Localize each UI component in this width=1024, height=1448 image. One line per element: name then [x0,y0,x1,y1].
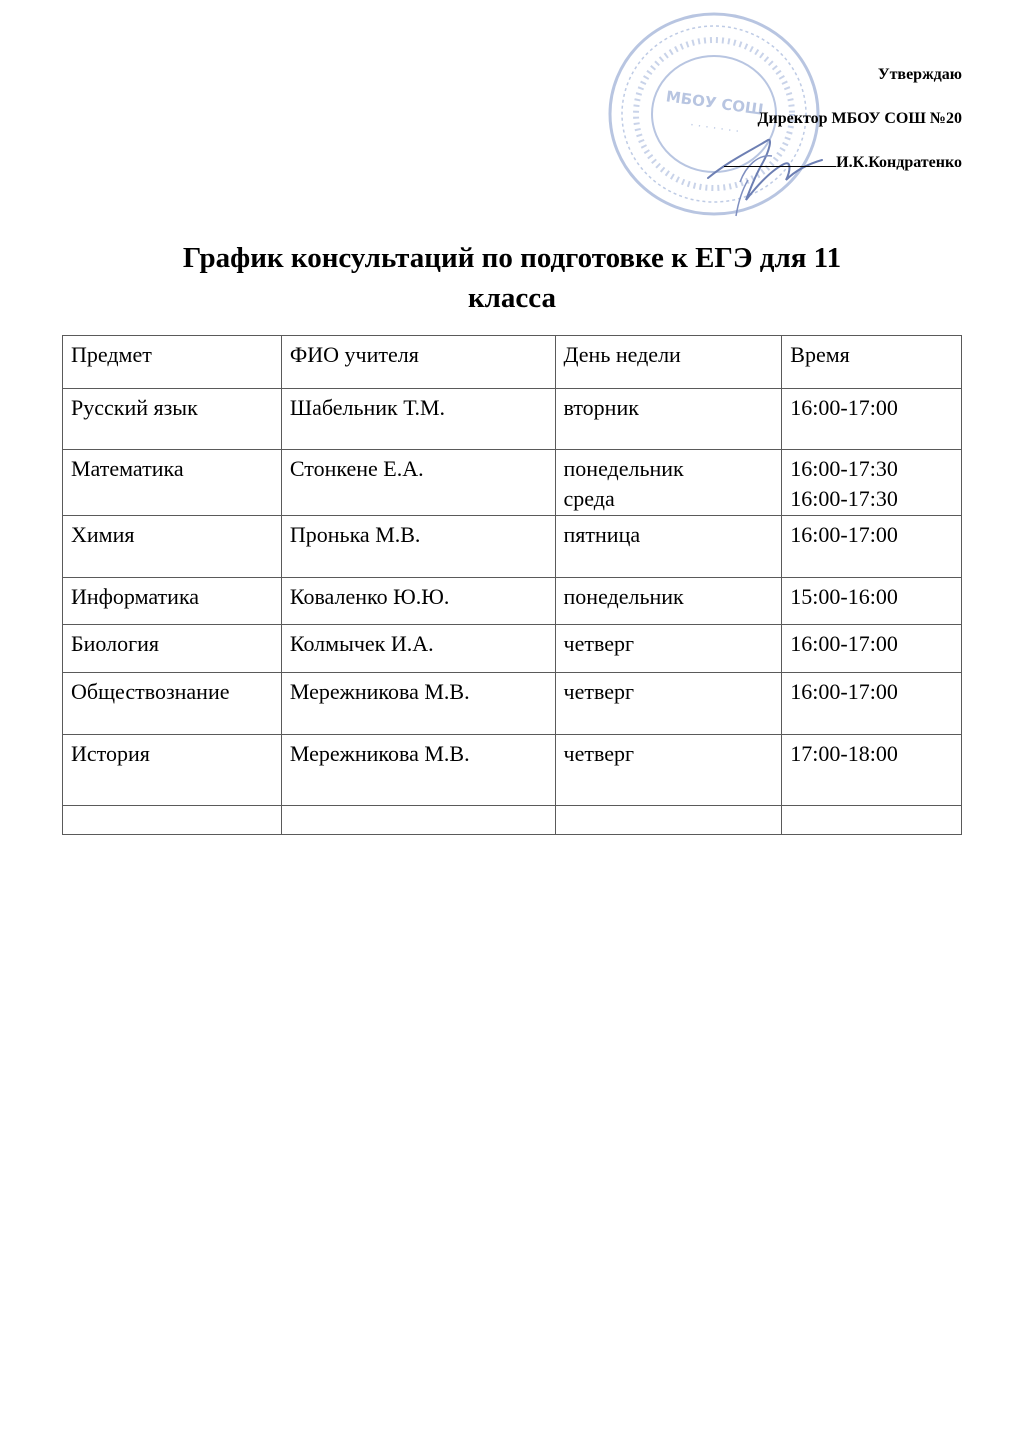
table-row [63,450,962,516]
cell-subject: Информатика [63,578,282,625]
svg-text:· · · · · · ·: · · · · · · · [689,117,741,139]
cell-teacher: Пронька М.В. [281,516,555,578]
cell-subject: Обществознание [63,673,282,735]
title-line-1: График консультаций по подготовке к ЕГЭ для 11 [182,242,842,274]
cell-day: четверг [555,625,782,673]
header-teacher: ФИО учителя [281,336,555,389]
cell-subject: Русский язык [63,389,282,450]
cell-teacher: Коваленко Ю.Ю. [281,578,555,625]
cell-time-line-1: 16:00-17:30 [790,456,898,481]
cell-day: вторник [555,389,782,450]
table-row [63,389,962,450]
cell-time-line-2: 16:00-17:30 [790,486,898,511]
cell-time: 15:00-16:00 [782,578,962,625]
cell-day: понедельник [555,578,782,625]
approval-block [724,64,962,196]
stamp-text: МБОУ СОШ [664,87,765,119]
cell-teacher [281,806,555,835]
cell-subject [63,806,282,835]
cell-day: четверг [555,673,782,735]
title-line-2: класса [467,282,557,314]
cell-subject: Математика [63,450,282,516]
cell-time [782,450,962,516]
table-row [63,673,962,735]
header-time: Время [782,336,962,389]
cell-teacher: Мережникова М.В. [281,673,555,735]
table-row [63,735,962,806]
cell-time: 16:00-17:00 [782,625,962,673]
table-row [63,578,962,625]
director-name: И.К.Кондратенко [836,154,962,171]
cell-day: пятница [555,516,782,578]
cell-day [555,450,782,516]
table-row [63,625,962,673]
header-day: День недели [555,336,782,389]
table-row-empty [63,806,962,835]
cell-time: 16:00-17:00 [782,516,962,578]
cell-day-line-1: понедельник [563,456,684,481]
cell-time: 16:00-17:00 [782,673,962,735]
cell-day: четверг [555,735,782,806]
cell-time: 17:00-18:00 [782,735,962,806]
cell-day [555,806,782,835]
cell-teacher: Стонкене Е.А. [281,450,555,516]
document-title [0,238,1024,318]
cell-subject: История [63,735,282,806]
signature-blank [724,152,836,167]
cell-teacher: Мережникова М.В. [281,735,555,806]
cell-subject: Биология [63,625,282,673]
cell-subject: Химия [63,516,282,578]
table-header-row [63,336,962,389]
header-subject: Предмет [63,336,282,389]
cell-teacher: Шабельник Т.М. [281,389,555,450]
cell-time [782,806,962,835]
cell-day-line-2: среда [563,486,615,511]
approval-heading: Утверждаю [877,66,962,83]
director-signature-line [724,152,962,174]
cell-teacher: Колмычек И.А. [281,625,555,673]
director-title: Директор МБОУ СОШ №20 [757,110,962,127]
table-row [63,516,962,578]
consultation-schedule-table [62,335,962,835]
cell-time: 16:00-17:00 [782,389,962,450]
